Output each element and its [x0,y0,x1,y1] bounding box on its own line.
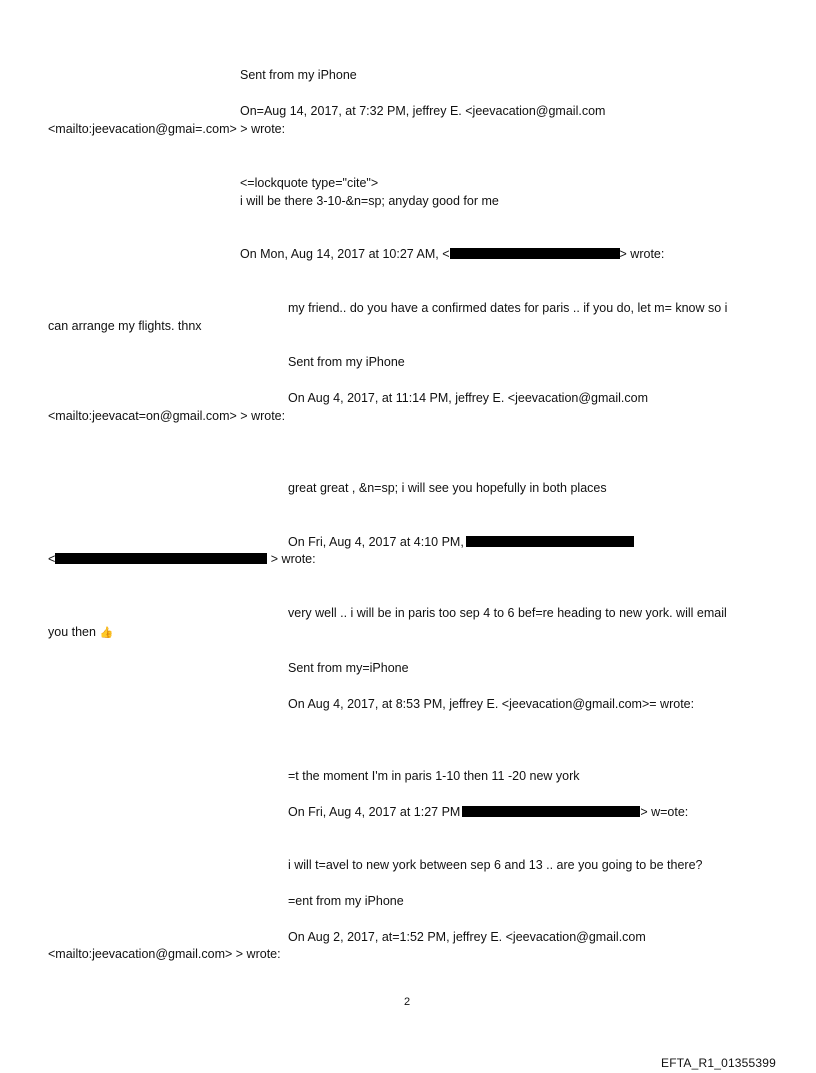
text-line: Sent from my iPhone [288,355,405,369]
text-fragment: > wrote: [619,247,665,261]
text-line: <mailto:jeevacation@gmai=.com> > wrote: [48,122,286,136]
text-line: very well .. i will be in paris too sep 4 to 6 bef=re heading to new york. will email [288,606,727,620]
redaction-bar [462,806,640,817]
text-fragment: > w=ote: [640,805,689,819]
text-fragment: you then [48,625,96,639]
text-line: On Aug 4, 2017, at 11:14 PM, jeffrey E. <jeevacation@gmail.com [288,391,648,405]
thumbs-up-icon: 👍 [99,627,114,639]
text-line: Sent from my=iPhone [288,661,409,675]
redaction-bar [55,553,267,564]
text-line: On=Aug 14, 2017, at 7:32 PM, jeffrey E. <jeevacation@gmail.com [240,104,606,118]
document-id-footer: EFTA_R1_01355399 [661,1056,777,1070]
redaction-bar [450,248,620,259]
text-line: <mailto:jeevacation@gmail.com> > wrote: [48,947,281,961]
text-line: Sent from my iPhone [240,68,357,82]
redaction-bar [466,536,634,547]
page-number: 2 [404,996,411,1008]
text-line: <mailto:jeevacat=on@gmail.com> > wrote: [48,409,286,423]
text-line: i will be there 3-10-&n=sp; anyday good for me [240,194,499,208]
text-line: On Aug 2, 2017, at=1:52 PM, jeffrey E. <jeevacation@gmail.com [288,930,646,944]
text-line: =t the moment I'm in paris 1-10 then 11 -20 new york [288,769,580,783]
text-line: great great , &n=sp; i will see you hopefully in both places [288,481,607,495]
text-line [288,804,688,820]
text-fragment: > wrote: [267,552,316,566]
text-line [48,624,113,641]
text-fragment: < [48,552,56,566]
text-fragment: On Fri, Aug 4, 2017 at 1:27 PM [288,805,461,819]
text-line [288,534,634,550]
text-line [240,246,664,262]
text-line: can arrange my flights. thnx [48,319,202,333]
text-line: i will t=avel to new york between sep 6 and 13 .. are you going to be there? [288,858,703,872]
text-line: On Aug 4, 2017, at 8:53 PM, jeffrey E. <jeevacation@gmail.com>= wrote: [288,697,695,711]
text-fragment: On Mon, Aug 14, 2017 at 10:27 AM, < [240,247,450,261]
text-line: <=lockquote type="cite"> [240,176,379,190]
text-line: my friend.. do you have a confirmed dates for paris .. if you do, let m= know so i [288,301,728,315]
text-line [48,551,316,567]
text-line: =ent from my iPhone [288,894,404,908]
text-fragment: On Fri, Aug 4, 2017 at 4:10 PM, [288,535,464,549]
